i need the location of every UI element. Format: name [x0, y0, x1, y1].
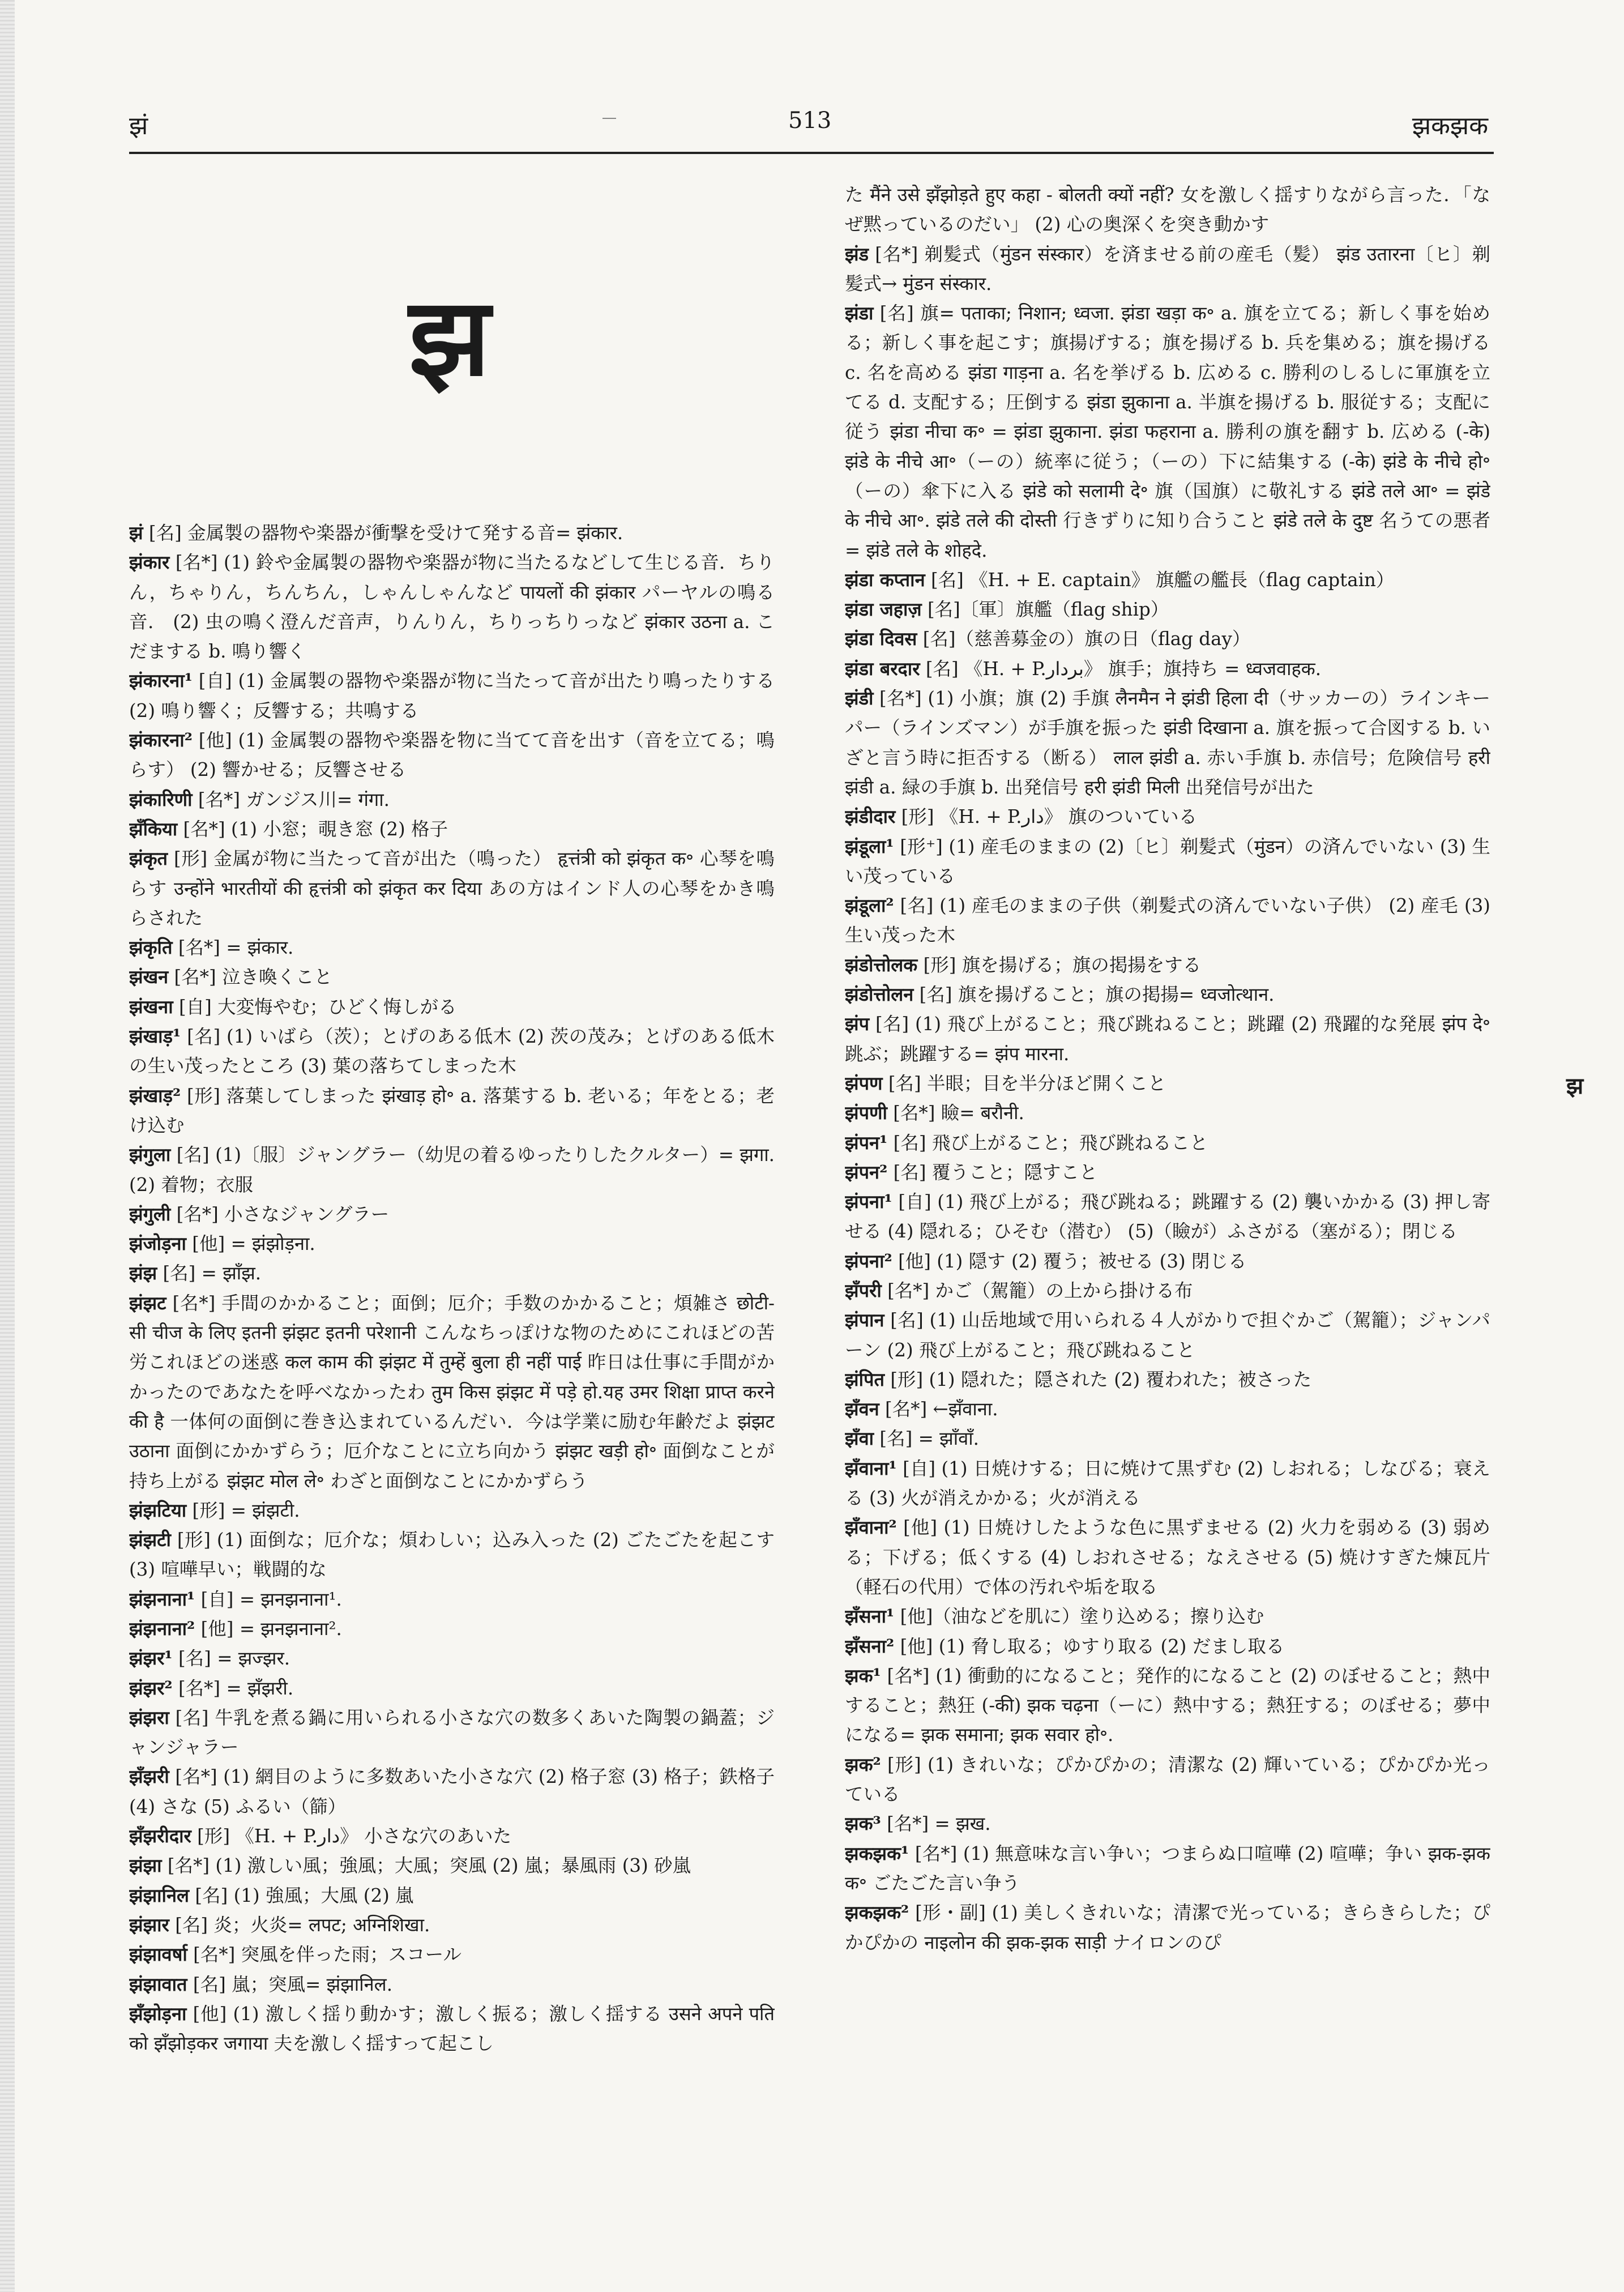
left-column [129, 518, 775, 2285]
definition: [自] (1) 飛び上がる；飛び跳ねる；跳躍する (2) 襲いかかる (3) 押し寄せる (4) 隠れる；ひそむ（潜む） (5)（瞼が）ふさがる（塞がる）；閉じる [845, 1191, 1490, 1243]
definition: [名*] = झख. [881, 1813, 991, 1835]
headword: झंखन [129, 966, 169, 988]
dictionary-entry [129, 518, 775, 548]
headword: झंड [845, 242, 869, 265]
dictionary-entry [129, 1999, 775, 2059]
dictionary-entry [845, 980, 1490, 1009]
definition: [名] 旗= पताका; निशान; ध्वजा. झंडा खड़ा क॰ a. 旗を立てる；新しく事を始める；新しく事を起こす；旗揚げする；旗を揚げる b. 兵を集める；旗を揚げる c. 名を高める झंडा गाड़ना a. 名を挙げる b. 広める c. 勝利のしるしに軍旗を立てる d. 支配する；圧倒する झंडा झुकाना a. 半旗を揚げる b. 服従する；支配に従う झंडा नीचा क॰ = झंडा झुकाना. झंडा फहराना a. 勝利の旗を翻す b. 広める (-के) झंडे के नीचे आ॰（ーの）統率に従う；（ーの）下に結集する (-के) झंडे के नीचे हो॰（ーの）傘下に入る झंडे को सलामी दे॰ 旗（国旗）に敬礼する झंडे तले आ॰ = झंडे के नीचे आ॰. झंडे तले की दोस्ती 行きずりに知り合うこと झंडे तले के दुष्ट 名うての悪者= झंडे तले के शोहदे. [845, 302, 1490, 561]
dictionary-entry [845, 1009, 1490, 1069]
definition: [名*] = झँझरी. [172, 1677, 294, 1699]
headword: झंपणी [845, 1102, 887, 1124]
headword: झंकृति [129, 936, 173, 959]
definition: [名*] ガンジス川= गंगा. [192, 788, 390, 810]
headword: झंझट [129, 1291, 166, 1314]
definition: [名] 《H. + E. captain》 旗艦の艦長（flag captain） [925, 569, 1395, 591]
dictionary-entry [845, 240, 1490, 299]
dictionary-entry [129, 548, 775, 666]
dictionary-entry [129, 933, 775, 962]
definition: [自] (1) 日焼けする；日に焼けて黒ずむ (2) しおれる；しなびる；衰える (3) 火が消えかかる；火が消える [845, 1457, 1490, 1509]
definition: [他] = झनझनाना². [195, 1617, 342, 1640]
dictionary-entry [129, 992, 775, 1022]
dictionary-entry [129, 1022, 775, 1081]
definition: [名]〔軍〕旗艦（flag ship） [921, 599, 1169, 621]
definition: [名] 金属製の器物や楽器が衝撃を受けて発する音= झंकार. [143, 522, 623, 544]
headword: झंडूला¹ [845, 835, 894, 857]
definition: [形] 金属が物に当たって音が出た（鳴った） हृत्तंत्री को झंकृत क॰ 心琴を鳴らす उन्होंने भारतीयों की हृत्तंत्री को झंकृत कर दिया あの方はインド人の心琴をかき鳴らされた [129, 848, 775, 929]
dictionary-entry [845, 1305, 1490, 1365]
definition: [他] (1) 脅し取る；ゆすり取る (2) だまし取る [894, 1635, 1285, 1657]
dictionary-entry [845, 1187, 1490, 1247]
definition: [名*] (1) 鈴や金属製の器物や楽器が物に当たるなどして生じる音．ちりん，ちゃりん，ちんちん，しゃんしゃんなど पायलों की झंकार パーヤルの鳴る音． (2) 虫の鳴く澄んだ音声，りんりん，ちりっちりっなど झंकार उठना a. こだまする b. 鳴り響く [129, 552, 775, 663]
definition: [名] 炎；火炎= लपट; अग्निशिखा. [169, 1914, 430, 1936]
dictionary-entry [845, 1839, 1490, 1898]
headword: झँवन [845, 1398, 879, 1420]
headword: झंझ [129, 1262, 157, 1284]
headword: झंडा जहाज़ [845, 598, 922, 621]
dictionary-entry [845, 1750, 1490, 1809]
definition: [名*] かご（駕籠）の上から掛ける布 [881, 1279, 1193, 1301]
headword: झकझक² [845, 1901, 909, 1924]
section-letter: झ [409, 274, 490, 400]
definition: [名*] 瞼= बरौनी. [887, 1102, 1024, 1124]
definition: た मैंने उसे झँझोड़ते हुए कहा - बोलती क्यों नहीं? 女を激しく揺すりながら言った．「なぜ黙っているのだい」 (2) 心の奥深くを突き動かす [845, 184, 1490, 236]
header-rule [129, 152, 1494, 154]
dictionary-entry [845, 1424, 1490, 1453]
definition: [形] 落葉してしまった झंखाड़ हो॰ a. 落葉する b. 老いる；年をとる；老け込む [129, 1085, 775, 1136]
dictionary-entry [845, 1247, 1490, 1276]
definition: [名] 半眼；目を半分ほど開くこと [882, 1072, 1166, 1094]
dictionary-entry [129, 962, 775, 992]
headword: झंकारना¹ [129, 669, 193, 692]
definition: [名] (1)〔服〕ジャングラー（幼児の着るゆったりしたクルター）= झगा. (2) 着物；衣服 [129, 1144, 775, 1196]
dictionary-entry [129, 1229, 775, 1258]
definition: [他] = झंझोड़ना. [186, 1233, 315, 1255]
headword: झंपन¹ [845, 1131, 888, 1154]
dictionary-entry [129, 1703, 775, 1762]
headword: झंगुला [129, 1143, 171, 1166]
headword: झँझरी [129, 1765, 169, 1788]
headword: झँकिया [129, 817, 178, 840]
dictionary-entry [845, 1809, 1490, 1838]
headword: झंडोत्तोलक [845, 953, 918, 976]
headword: झंपन² [845, 1160, 888, 1183]
headword: झंपना² [845, 1249, 892, 1272]
dictionary-entry [845, 1602, 1490, 1631]
headword: झंझरा [129, 1706, 169, 1728]
headword: झंकार [129, 551, 170, 574]
dictionary-entry [845, 180, 1490, 240]
headword: झंडा बरदार [845, 657, 920, 680]
headword: झंडूला² [845, 894, 894, 917]
definition: [名] 牛乳を煮る鍋に用いられる小さな穴の数多くあいた陶製の鍋蓋；ジャンジャラー [129, 1706, 775, 1759]
headword: झंडीदार [845, 805, 896, 828]
definition: [自] = झनझनाना¹. [195, 1588, 342, 1610]
dictionary-entry [845, 1394, 1490, 1424]
dictionary-entry [129, 1081, 775, 1141]
definition: [名*] (1) 激しい風；強風；大風；突風 (2) 嵐；暴風雨 (3) 砂嵐 [161, 1855, 691, 1877]
headword: झकझक¹ [845, 1842, 909, 1864]
dictionary-entry [129, 844, 775, 933]
dictionary-entry [845, 1276, 1490, 1305]
dictionary-entry [129, 1644, 775, 1673]
definition: [名*] = झंकार. [172, 937, 294, 959]
definition: [名] = झाँवाँ. [874, 1428, 979, 1450]
headword: झंडी [845, 687, 874, 710]
dictionary-entry [845, 832, 1490, 891]
headword: झक¹ [845, 1664, 881, 1687]
dictionary-entry [845, 950, 1490, 980]
scan-edge [0, 0, 15, 2292]
dictionary-entry [129, 1821, 775, 1851]
definition: [名*] 手間のかかること；面倒；厄介；手数のかかること；煩雑さ छोटी-सी चीज के लिए इतनी झंझट इतनी परेशानी こんなちっぽけな物のためにこれほどの苦労これほどの迷惑 कल काम की झंझट में तुम्हें बुला ही नहीं पाई 昨日は仕事に手間がかかったのであなたを呼べなかったわ तुम किस झंझट में पड़े हो.यह उमर शिक्षा प्राप्त करने की है 一体何の面倒に巻き込まれているんだい．今は学業に励む年齢だよ झंझट उठाना 面倒にかかずらう；厄介なことに立ち向かう झंझट खड़ी हो॰ 面倒なことが持ち上がる झंझट मोल ले॰ わざと面倒なことにかかずらう [129, 1292, 775, 1492]
dictionary-entry [129, 1288, 775, 1496]
headword: झंपान [845, 1309, 884, 1331]
definition: [名*] 泣き喚くこと [168, 966, 332, 988]
definition: [名*] (1) 無意味な言い争い；つまらぬ口喧嘩 (2) 喧嘩；争い झक-झक क॰ ごたごた言い争う [845, 1842, 1490, 1894]
dictionary-entry [129, 1496, 775, 1525]
headword: झंकारिणी [129, 788, 193, 810]
headword: झंखना [129, 995, 173, 1018]
headword: झँवाना¹ [845, 1457, 897, 1479]
headword: झंपण [845, 1072, 883, 1094]
definition: [形] 《H. + P.دار》 小さな穴のあいた [191, 1825, 512, 1847]
definition: [形] = झंझटी. [186, 1499, 300, 1521]
right-column [845, 180, 1490, 2276]
headword: झँझोड़ना [129, 2002, 187, 2025]
headword: झँसना¹ [845, 1605, 895, 1628]
headword: झंडोत्तोलन [845, 983, 914, 1006]
dictionary-entry [129, 1258, 775, 1288]
thumb-index-letter: झ [1566, 1073, 1584, 1099]
definition: [名*] ←झँवाना. [879, 1398, 998, 1420]
definition: [他] (1) 金属製の器物や楽器を物に当てて音を出す（音を立てる；鳴らす） (2) 響かせる；反響させる [129, 729, 775, 781]
definition: [名] 飛び上がること；飛び跳ねること [887, 1132, 1208, 1154]
definition: [自] (1) 金属製の器物や楽器が物に当たって音が出たり鳴ったりする (2) 鳴り響く；反響する；共鳴する [129, 670, 775, 722]
headword: झंकारना² [129, 729, 193, 752]
dictionary-entry [129, 1910, 775, 1940]
definition: [名] (1) いばら（茨）；とげのある低木 (2) 茨の茂み；とげのある低木の生い茂ったところ (3) 葉の落ちてしまった木 [129, 1026, 775, 1077]
header-dash [602, 118, 616, 119]
definition: [名*] (1) 網目のように多数あいた小さな穴 (2) 格子窓 (3) 格子；鉄格子 (4) さな (5) ふるい（篩） [129, 1766, 775, 1817]
headword: झक² [845, 1753, 881, 1775]
definition: [形] (1) 面倒な；厄介な；煩わしい；込み入った (2) ごたごたを起こす (3) 喧嘩早い；戦闘的な [129, 1529, 775, 1581]
headword: झँपरी [845, 1279, 882, 1301]
definition: [自] 大変悔やむ；ひどく悔しがる [173, 996, 457, 1018]
dictionary-entry [845, 1365, 1490, 1394]
headword: झंझावर्षा [129, 1943, 187, 1966]
dictionary-entry [129, 1940, 775, 1969]
dictionary-entry [845, 1128, 1490, 1158]
definition: [名] (1) 山岳地域で用いられる４人がかりで担ぐかご（駕籠）；ジャンパーン (2) 飛び上がること；飛び跳ねること [845, 1309, 1490, 1361]
headword: झंझनाना² [129, 1617, 195, 1640]
running-head-left: झं [129, 112, 148, 140]
definition: [名] 《H. + P.بردار》 旗手；旗持ち = ध्वजवाहक. [920, 658, 1322, 680]
headword: झक³ [845, 1812, 881, 1835]
headword: झंप [845, 1013, 870, 1035]
dictionary-entry [129, 1585, 775, 1614]
definition: [名] (1) 強風；大風 (2) 嵐 [189, 1884, 414, 1906]
dictionary-entry [845, 1513, 1490, 1602]
headword: झंझर¹ [129, 1647, 173, 1670]
dictionary-entry [129, 1851, 775, 1880]
dictionary-entry [129, 1614, 775, 1644]
dictionary-entry [845, 595, 1490, 624]
headword: झंडा दिवस [845, 628, 917, 650]
dictionary-entry [129, 1525, 775, 1585]
definition: [他] (1) 隠す (2) 覆う；被せる (3) 閉じる [892, 1250, 1247, 1272]
headword: झंडा कप्तान [845, 568, 925, 591]
dictionary-entry [845, 802, 1490, 831]
definition: [名*] (1) 小旗；旗 (2) 手旗 लैनमैन ने झंडी हिला दी（サッカーの）ラインキーパー（ラインズマン）が手旗を振った झंडी दिखाना a. 旗を振って合図する b. いざと言う時に拒否する（断る） लाल झंडी a. 赤い手旗 b. 赤信号；危険信号 हरी झंडी a. 緑の手旗 b. 出発信号 हरी झंडी मिली 出発信号が出た [845, 688, 1490, 798]
dictionary-entry [129, 666, 775, 725]
dictionary-entry [845, 1632, 1490, 1661]
dictionary-entry [845, 565, 1490, 595]
definition: [名] (1) 産毛のままの子供（剃髪式の済んでいない子供） (2) 産毛 (3) 生い茂った木 [845, 895, 1490, 946]
definition: [形] 《H. + P.دار》 旗のついている [895, 806, 1198, 828]
dictionary-entry [129, 725, 775, 785]
dictionary-entry [845, 1098, 1490, 1128]
definition: [名*] 剃髪式（मुंडन संस्कार）を済ませる前の産毛（髪） झंड उतारना〔ヒ〕剃髪式→ मुंडन संस्कार. [845, 243, 1490, 294]
dictionary-entry [845, 1898, 1490, 1957]
headword: झं [129, 522, 143, 544]
headword: झंडा [845, 302, 874, 325]
headword: झंखाड़² [129, 1084, 181, 1107]
headword: झंझटिया [129, 1499, 187, 1521]
definition: [名*] (1) 小窓；覗き窓 (2) 格子 [177, 818, 448, 840]
headword: झंझटी [129, 1529, 171, 1551]
dictionary-entry [129, 1881, 775, 1910]
definition: [名*] (1) 衝動的になること；発作的になること (2) のぼせること；熱中すること；熱狂 (-की) झक चढ़ना（ーに）熱中する；熱狂する；のぼせる；夢中になる= झक समाना; झक सवार हो॰. [845, 1664, 1490, 1746]
headword: झंझावात [129, 1973, 187, 1995]
headword: झंजोड़ना [129, 1232, 186, 1255]
headword: झँवाना² [845, 1516, 897, 1539]
definition: [形・副] (1) 美しくきれいな；清潔で光っている；きらきらした；ぴかぴかの नाइलोन की झक-झक साड़ी ナイロンのぴ [845, 1902, 1490, 1953]
dictionary-entry [845, 1069, 1490, 1098]
dictionary-entry [845, 1158, 1490, 1187]
definition: [名*] 突風を伴った雨；スコール [187, 1944, 461, 1966]
definition: [名*] 小さなジャングラー [170, 1203, 390, 1225]
definition: [名] (1) 飛び上がること；飛び跳ねること；跳躍 (2) 飛躍的な発展 झंप दे॰ 跳ぶ；跳躍する= झंप मारना. [845, 1013, 1490, 1065]
headword: झंझनाना¹ [129, 1587, 195, 1610]
dictionary-entry [129, 814, 775, 844]
headword: झंपित [845, 1368, 884, 1390]
headword: झँझरीदार [129, 1825, 191, 1847]
dictionary-entry [845, 1454, 1490, 1513]
dictionary-entry [845, 684, 1490, 802]
headword: झंझर² [129, 1676, 173, 1699]
headword: झंझार [129, 1913, 169, 1936]
dictionary-entry [129, 1200, 775, 1229]
definition: [名] = झज्झर. [172, 1647, 290, 1670]
headword: झंखाड़¹ [129, 1025, 181, 1048]
headword: झंगुली [129, 1202, 171, 1225]
dictionary-entry [129, 785, 775, 814]
headword: झंझा [129, 1854, 162, 1877]
definition: [形] 旗を揚げる；旗の掲揚をする [917, 954, 1202, 976]
definition: [他] (1) 激しく揺り動かす；激しく振る；激しく揺する उसने अपने पति को झँझोड़कर जगाया 夫を激しく揺すって起こし [129, 2003, 775, 2055]
dictionary-entry [845, 298, 1490, 565]
definition: [名]（慈善募金の）旗の日（flag day） [917, 628, 1251, 650]
dictionary-entry [129, 1140, 775, 1200]
definition: [形] (1) 隠れた；隠された (2) 覆われた；被さった [884, 1368, 1312, 1390]
running-head-right: झकझक [1412, 112, 1488, 140]
dictionary-entry [845, 1661, 1490, 1750]
definition: [他]（油などを肌に）塗り込める；擦り込む [894, 1606, 1264, 1628]
definition: [名] = झाँझ. [157, 1262, 262, 1284]
headword: झँवा [845, 1427, 874, 1450]
dictionary-entry [845, 654, 1490, 684]
headword: झंकृत [129, 847, 168, 870]
dictionary-entry [129, 1970, 775, 1999]
definition: [形⁺] (1) 産毛のままの (2)〔ヒ〕剃髪式（मुंडन）の済んでいない (3) 生い茂っている [845, 835, 1490, 887]
definition: [他] (1) 日焼けしたような色に黒ずませる (2) 火力を弱める (3) 弱める；下げる；低くする (4) しおれさせる；なえさせる (5) 焼けすぎた煉瓦片（軽石の代用）で体の汚れや垢を取る [845, 1517, 1490, 1598]
definition: [名] 覆うこと；隠すこと [887, 1161, 1098, 1183]
dictionary-entry [845, 891, 1490, 950]
definition: [形] (1) きれいな；ぴかぴかの；清潔な (2) 輝いている；ぴかぴか光っている [845, 1753, 1490, 1806]
dictionary-entry [845, 624, 1490, 654]
definition: [名] 嵐；突風= झंझानिल. [187, 1973, 393, 1995]
dictionary-entry [129, 1762, 775, 1821]
dictionary-entry [129, 1674, 775, 1703]
definition: [名] 旗を揚げること；旗の掲揚= ध्वजोत्थान. [913, 984, 1275, 1006]
page-number: 513 [788, 108, 832, 134]
headword: झँसना² [845, 1634, 895, 1657]
headword: झंझानिल [129, 1884, 190, 1906]
headword: झंपना¹ [845, 1190, 892, 1213]
